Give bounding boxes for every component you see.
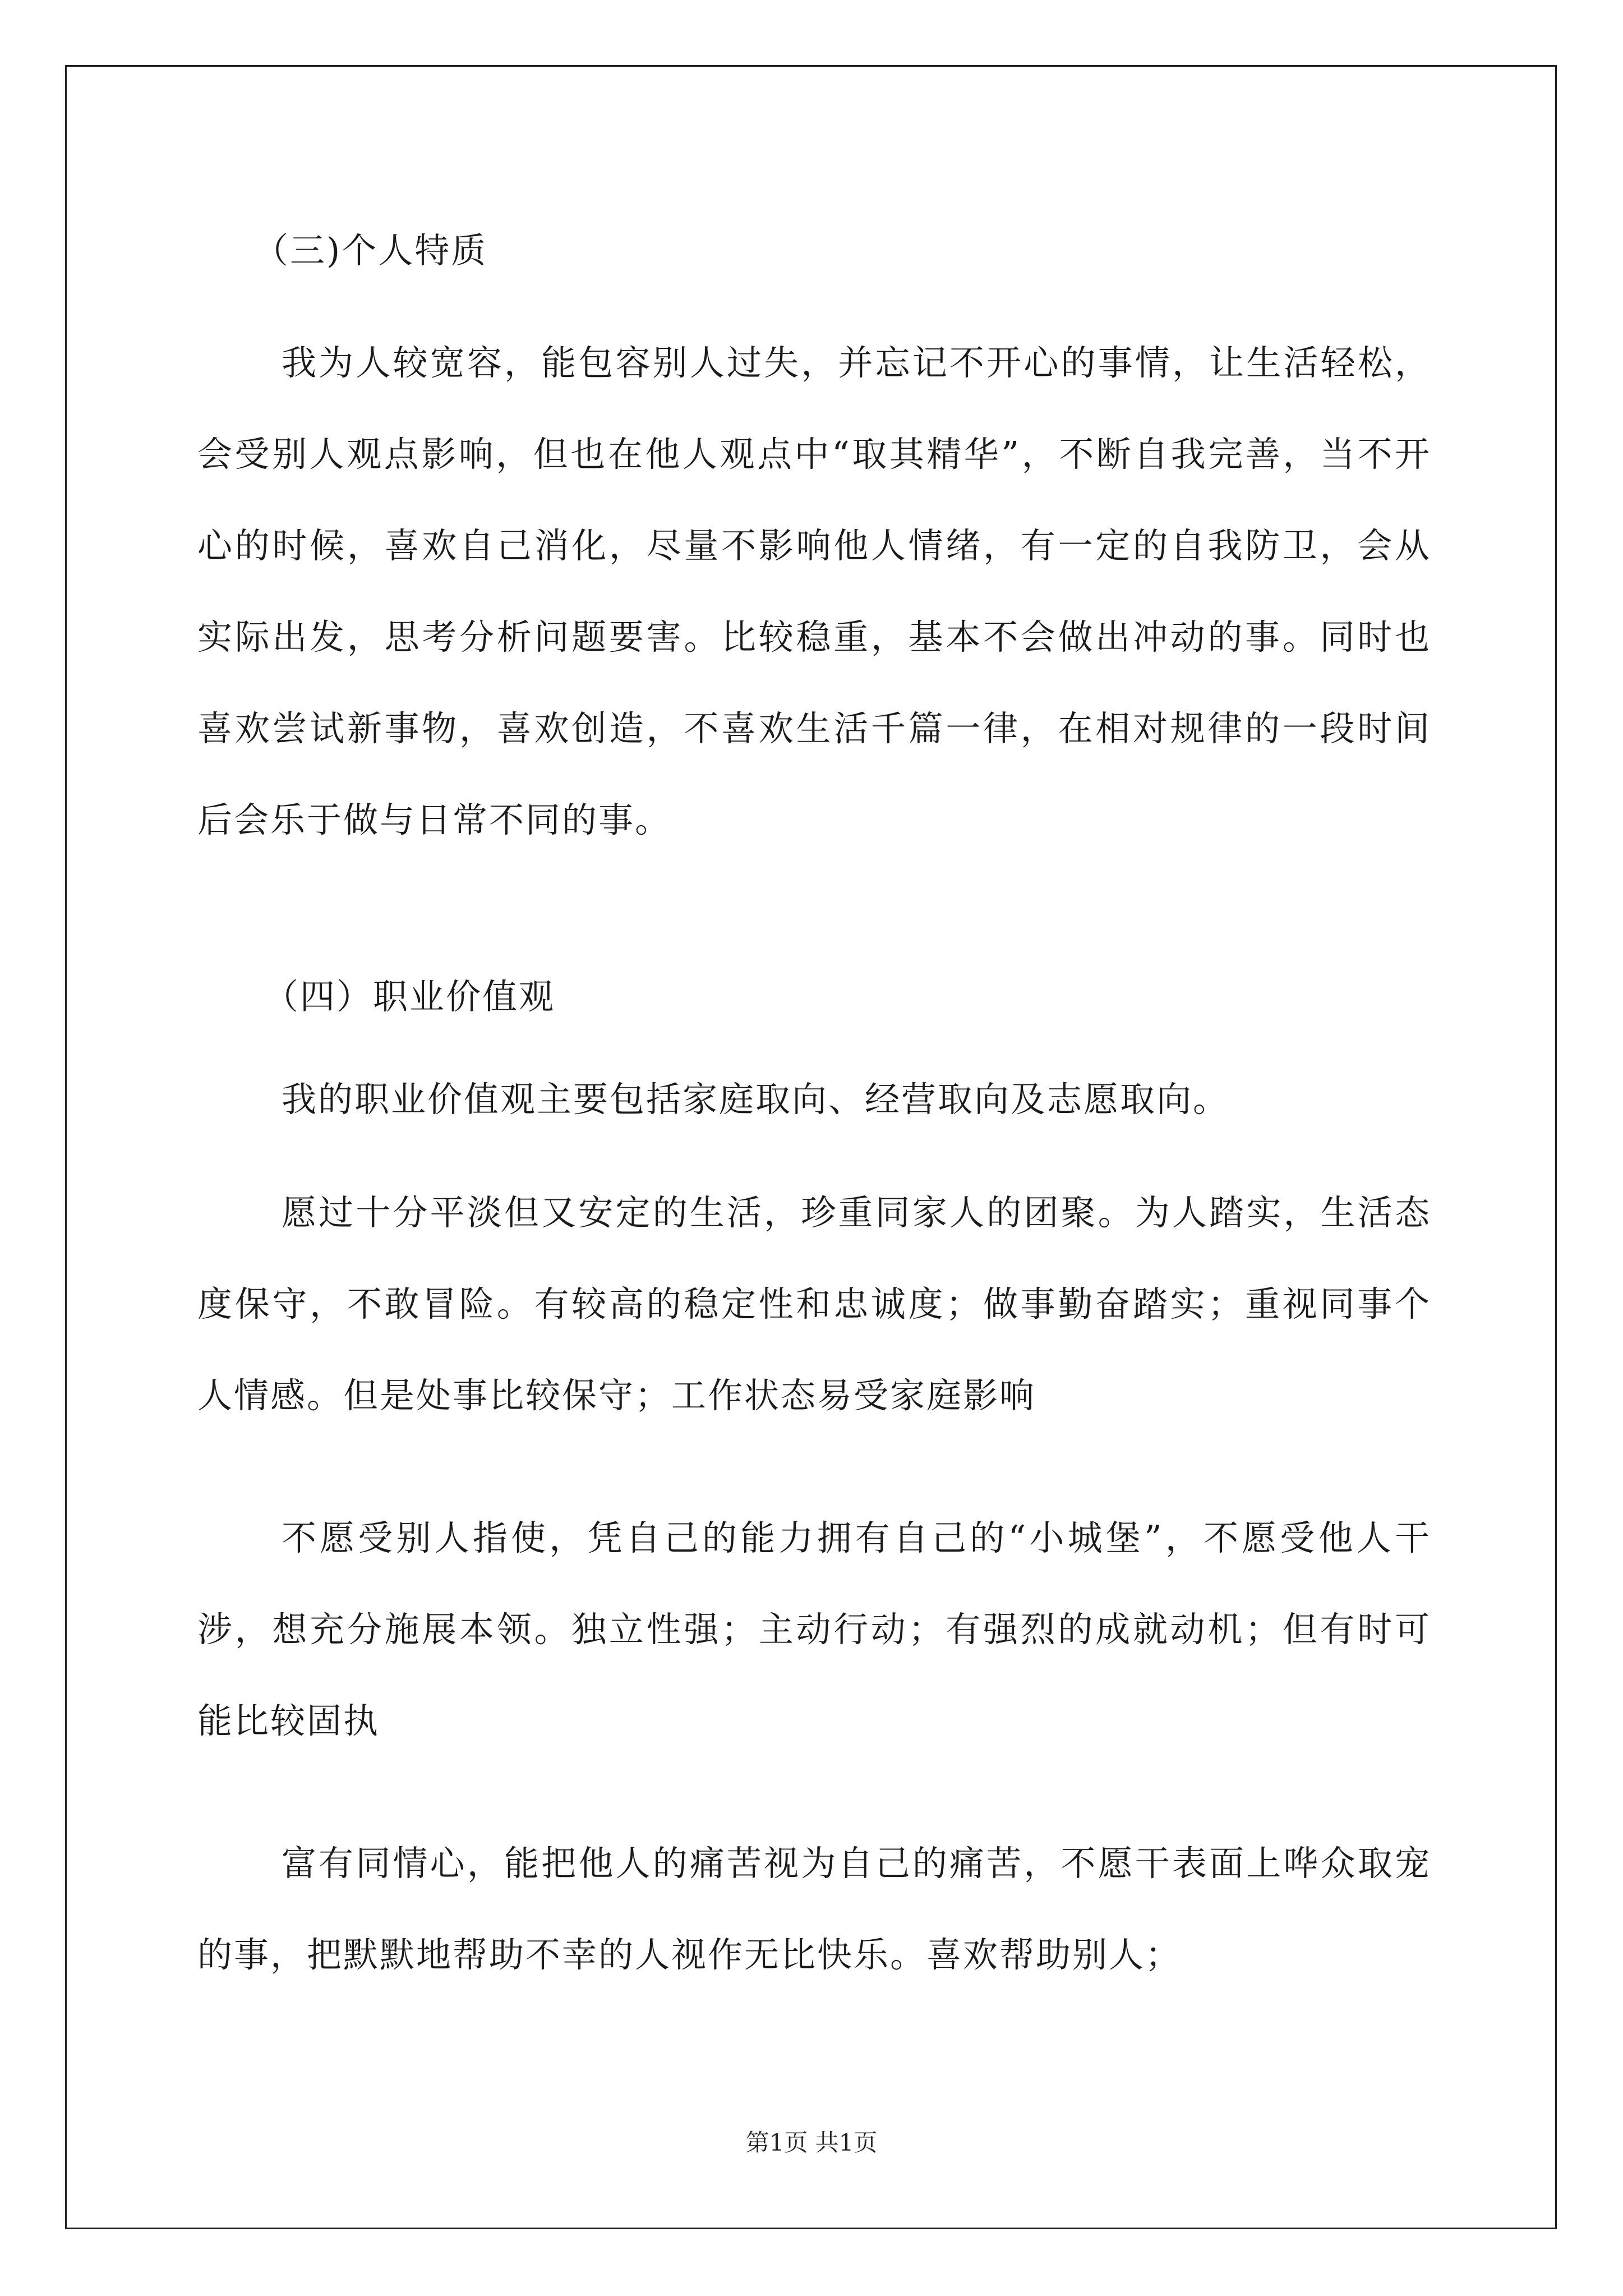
paragraph-personal-traits: 我为人较宽容，能包容别人过失，并忘记不开心的事情，让生活轻松，会受别人观点影响，但也在他人观点中“取其精华”，不断自我完善，当不开心的时候，喜欢自己消化，尽量不影响他人情绪，有一定的自我防卫，会从实际出发，思考分析问题要害。比较稳重，基本不会做出冲动的事。同时也喜欢尝试新事物，喜欢创造，不喜欢生活千篇一律，在相对规律的一段时间后会乐于做与日常不同的事。 <box>197 342 1431 840</box>
section-heading-personal-traits: （三)个人特质 <box>253 230 488 271</box>
page-footer: 第1页 共1页 <box>745 2129 878 2156</box>
paragraph-career-values-summary: 我的职业价值观主要包括家庭取向、经营取向及志愿取向。 <box>282 1079 1230 1120</box>
paragraph-business-orientation: 不愿受别人指使，凭自己的能力拥有自己的“小城堡”，不愿受他人干涉，想充分施展本领。独立性强；主动行动；有强烈的成就动机；但有时可能比较固执 <box>197 1517 1431 1741</box>
section-heading-career-values: （四）职业价值观 <box>264 976 556 1017</box>
paragraph-family-orientation: 愿过十分平淡但又安定的生活，珍重同家人的团聚。为人踏实，生活态度保守，不敢冒险。有较高的稳定性和忠诚度；做事勤奋踏实；重视同事个人情感。但是处事比较保守；工作状态易受家庭影响 <box>197 1192 1431 1416</box>
paragraph-volunteer-orientation: 富有同情心，能把他人的痛苦视为自己的痛苦，不愿干表面上哗众取宠的事，把默默地帮助不幸的人视作无比快乐。喜欢帮助别人； <box>197 1843 1431 1975</box>
